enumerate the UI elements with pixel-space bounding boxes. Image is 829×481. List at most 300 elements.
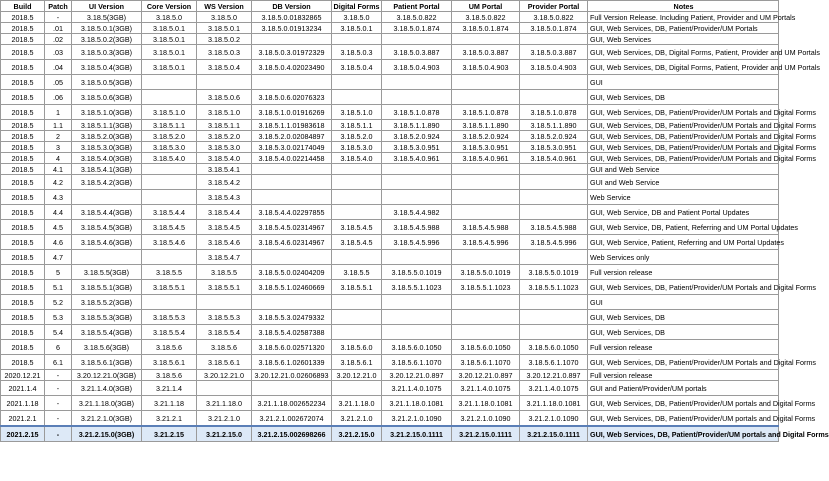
- cell-um-portal: 3.18.5.4.5.996: [452, 235, 520, 250]
- cell-patch: 5.3: [45, 310, 72, 325]
- table-row: [1, 45, 779, 60]
- cell-patch: -: [45, 411, 72, 427]
- table-row: [1, 90, 779, 105]
- cell-um-portal: 3.18.5.2.0.924: [452, 131, 520, 142]
- cell-patient-portal: 3.18.5.3.0.951: [382, 142, 452, 153]
- cell-notes: GUI, Web Services, DB, Patient/Provider/UM Portals and Digital Forms: [588, 120, 779, 131]
- cell-ui-version: [72, 250, 142, 265]
- cell-digital-forms: 3.18.5.5: [332, 265, 382, 280]
- cell-provider-portal: [520, 164, 588, 175]
- cell-um-portal: 3.18.5.6.1.1070: [452, 355, 520, 370]
- cell-notes: GUI, Web Services, DB: [588, 310, 779, 325]
- cell-patient-portal: 3.21.2.1.0.1090: [382, 411, 452, 427]
- cell-patient-portal: [382, 34, 452, 45]
- cell-core-version: 3.21.1.4: [142, 381, 197, 396]
- cell-patient-portal: 3.21.2.15.0.1111: [382, 426, 452, 442]
- cell-db-version: 3.18.5.5.4.02587388: [252, 325, 332, 340]
- cell-notes: GUI, Web Services, DB: [588, 325, 779, 340]
- cell-ws-version: 3.18.5.0.4: [197, 60, 252, 75]
- table-row: [1, 23, 779, 34]
- cell-db-version: 3.18.5.1.1.01983618: [252, 120, 332, 131]
- cell-notes: GUI, Web Services, DB, Patient/Provider/UM Portals: [588, 23, 779, 34]
- cell-patch: 4.1: [45, 164, 72, 175]
- cell-build: 2018.5: [1, 355, 45, 370]
- cell-um-portal: 3.21.2.15.0.1111: [452, 426, 520, 442]
- cell-ws-version: 3.18.5.1.0: [197, 105, 252, 120]
- cell-digital-forms: [332, 295, 382, 310]
- cell-um-portal: 3.18.5.4.0.961: [452, 153, 520, 164]
- cell-notes: GUI: [588, 75, 779, 90]
- cell-provider-portal: 3.18.5.5.0.1019: [520, 265, 588, 280]
- cell-provider-portal: [520, 325, 588, 340]
- cell-build: 2018.5: [1, 142, 45, 153]
- cell-ws-version: 3.21.1.18.0: [197, 396, 252, 411]
- cell-ws-version: 3.18.5.4.4: [197, 205, 252, 220]
- cell-ui-version: 3.18.5.4.6(3GB): [72, 235, 142, 250]
- cell-notes: GUI, Web Services, DB, Patient/Provider/UM Portals and Digital Forms: [588, 142, 779, 153]
- cell-db-version: [252, 34, 332, 45]
- table-row: [1, 280, 779, 295]
- cell-db-version: 3.18.5.6.1.02601339: [252, 355, 332, 370]
- cell-notes: GUI, Web Service, Patient, Referring and UM Portal Updates: [588, 235, 779, 250]
- cell-digital-forms: 3.18.5.6.0: [332, 340, 382, 355]
- table-row: [1, 75, 779, 90]
- table-row: [1, 295, 779, 310]
- cell-um-portal: [452, 205, 520, 220]
- cell-ws-version: 3.18.5.1.1: [197, 120, 252, 131]
- cell-digital-forms: 3.18.5.5.1: [332, 280, 382, 295]
- cell-um-portal: [452, 295, 520, 310]
- cell-patient-portal: [382, 75, 452, 90]
- table-row: [1, 325, 779, 340]
- cell-patient-portal: [382, 250, 452, 265]
- cell-ui-version: 3.18.5.6(3GB): [72, 340, 142, 355]
- cell-build: 2018.5: [1, 220, 45, 235]
- cell-provider-portal: 3.21.1.18.0.1081: [520, 396, 588, 411]
- cell-digital-forms: 3.18.5.4.5: [332, 220, 382, 235]
- cell-db-version: 3.18.5.4.4.02297855: [252, 205, 332, 220]
- cell-notes: Full version release: [588, 265, 779, 280]
- cell-um-portal: 3.18.5.5.1.1023: [452, 280, 520, 295]
- cell-db-version: 3.18.5.2.0.02084897: [252, 131, 332, 142]
- cell-db-version: 3.18.5.0.01832865: [252, 12, 332, 23]
- cell-um-portal: 3.20.12.21.0.897: [452, 370, 520, 381]
- cell-ui-version: 3.21.2.15.0(3GB): [72, 426, 142, 442]
- cell-notes: GUI, Web Services, DB, Patient/Provider/UM portals and Digital Forms: [588, 396, 779, 411]
- cell-patient-portal: 3.18.5.0.4.903: [382, 60, 452, 75]
- cell-ui-version: 3.18.5.4.5(3GB): [72, 220, 142, 235]
- cell-um-portal: 3.18.5.0.822: [452, 12, 520, 23]
- cell-patch: 3: [45, 142, 72, 153]
- cell-ui-version: 3.18.5.5.4(3GB): [72, 325, 142, 340]
- cell-ui-version: 3.21.2.1.0(3GB): [72, 411, 142, 427]
- cell-ws-version: 3.21.2.15.0: [197, 426, 252, 442]
- cell-um-portal: 3.18.5.4.5.988: [452, 220, 520, 235]
- cell-patient-portal: [382, 325, 452, 340]
- cell-patch: 4.2: [45, 175, 72, 190]
- cell-db-version: 3.18.5.4.0.02214458: [252, 153, 332, 164]
- cell-digital-forms: [332, 164, 382, 175]
- table-row: [1, 370, 779, 381]
- cell-notes: Full version release: [588, 340, 779, 355]
- cell-provider-portal: [520, 190, 588, 205]
- cell-um-portal: [452, 75, 520, 90]
- cell-ws-version: 3.18.5.4.6: [197, 235, 252, 250]
- cell-db-version: [252, 381, 332, 396]
- cell-db-version: [252, 164, 332, 175]
- cell-build: 2018.5: [1, 175, 45, 190]
- cell-digital-forms: 3.18.5.1.0: [332, 105, 382, 120]
- cell-digital-forms: [332, 250, 382, 265]
- table-row: [1, 381, 779, 396]
- cell-provider-portal: [520, 205, 588, 220]
- cell-um-portal: 3.21.2.1.0.1090: [452, 411, 520, 427]
- cell-db-version: 3.21.2.1.002672074: [252, 411, 332, 427]
- cell-core-version: 3.18.5.0.1: [142, 45, 197, 60]
- table-row: [1, 34, 779, 45]
- cell-patient-portal: [382, 164, 452, 175]
- table-row: [1, 175, 779, 190]
- cell-core-version: 3.21.1.18: [142, 396, 197, 411]
- cell-patient-portal: 3.18.5.1.0.878: [382, 105, 452, 120]
- cell-ws-version: 3.18.5.5.1: [197, 280, 252, 295]
- cell-build: 2021.1.18: [1, 396, 45, 411]
- cell-provider-portal: 3.21.1.4.0.1075: [520, 381, 588, 396]
- cell-ws-version: 3.18.5.5.4: [197, 325, 252, 340]
- cell-ui-version: 3.18.5.0.1(3GB): [72, 23, 142, 34]
- cell-patch: -: [45, 426, 72, 442]
- cell-notes: GUI, Web Services, DB, Digital Forms, Patient, Provider and UM Portals: [588, 60, 779, 75]
- cell-core-version: [142, 175, 197, 190]
- cell-patch: 5.1: [45, 280, 72, 295]
- cell-db-version: 3.18.5.1.0.01916269: [252, 105, 332, 120]
- cell-core-version: 3.18.5.5: [142, 265, 197, 280]
- cell-digital-forms: [332, 34, 382, 45]
- cell-notes: Full version release: [588, 370, 779, 381]
- cell-patient-portal: 3.18.5.5.1.1023: [382, 280, 452, 295]
- cell-digital-forms: [332, 190, 382, 205]
- table-row: [1, 340, 779, 355]
- cell-provider-portal: [520, 295, 588, 310]
- cell-patch: -: [45, 370, 72, 381]
- cell-patient-portal: 3.18.5.6.0.1050: [382, 340, 452, 355]
- col-db-version: DB Version: [252, 1, 332, 12]
- cell-ws-version: [197, 295, 252, 310]
- cell-patch: 4.3: [45, 190, 72, 205]
- cell-provider-portal: 3.18.5.1.0.878: [520, 105, 588, 120]
- cell-core-version: 3.18.5.0.1: [142, 60, 197, 75]
- cell-digital-forms: 3.18.5.4.0: [332, 153, 382, 164]
- cell-build: 2018.5: [1, 131, 45, 142]
- cell-digital-forms: [332, 381, 382, 396]
- cell-ws-version: 3.18.5.6: [197, 340, 252, 355]
- cell-um-portal: [452, 325, 520, 340]
- cell-patch: .04: [45, 60, 72, 75]
- cell-db-version: 3.18.5.0.6.02076323: [252, 90, 332, 105]
- cell-ui-version: 3.18.5.2.0(3GB): [72, 131, 142, 142]
- cell-db-version: 3.18.5.0.01913234: [252, 23, 332, 34]
- cell-build: 2018.5: [1, 120, 45, 131]
- cell-patch: 1: [45, 105, 72, 120]
- cell-provider-portal: 3.18.5.4.5.988: [520, 220, 588, 235]
- cell-digital-forms: 3.18.5.0: [332, 12, 382, 23]
- cell-ws-version: 3.18.5.6.1: [197, 355, 252, 370]
- table-row: [1, 310, 779, 325]
- cell-digital-forms: 3.18.5.0.4: [332, 60, 382, 75]
- cell-db-version: 3.18.5.5.1.02460669: [252, 280, 332, 295]
- cell-db-version: 3.18.5.4.5.02314967: [252, 220, 332, 235]
- cell-um-portal: 3.18.5.0.4.903: [452, 60, 520, 75]
- cell-um-portal: 3.21.1.18.0.1081: [452, 396, 520, 411]
- cell-core-version: 3.18.5.5.1: [142, 280, 197, 295]
- cell-provider-portal: 3.20.12.21.0.897: [520, 370, 588, 381]
- cell-notes: GUI: [588, 295, 779, 310]
- cell-notes: Web Services only: [588, 250, 779, 265]
- cell-patch: .03: [45, 45, 72, 60]
- cell-patient-portal: 3.18.5.2.0.924: [382, 131, 452, 142]
- cell-notes: GUI and Web Service: [588, 175, 779, 190]
- cell-ui-version: 3.21.1.4.0(3GB): [72, 381, 142, 396]
- cell-patch: 6: [45, 340, 72, 355]
- cell-patch: 5.2: [45, 295, 72, 310]
- table-row: [1, 164, 779, 175]
- cell-db-version: 3.20.12.21.0.02606893: [252, 370, 332, 381]
- cell-core-version: 3.18.5.1.0: [142, 105, 197, 120]
- cell-digital-forms: [332, 205, 382, 220]
- cell-patch: 5.4: [45, 325, 72, 340]
- cell-db-version: [252, 295, 332, 310]
- col-build: Build: [1, 1, 45, 12]
- table-row: [1, 355, 779, 370]
- cell-core-version: 3.18.5.4.5: [142, 220, 197, 235]
- cell-ws-version: 3.18.5.5: [197, 265, 252, 280]
- cell-patient-portal: 3.18.5.0.1.874: [382, 23, 452, 34]
- cell-ui-version: 3.18.5.0.2(3GB): [72, 34, 142, 45]
- cell-provider-portal: [520, 90, 588, 105]
- cell-core-version: 3.18.5.0.1: [142, 34, 197, 45]
- cell-notes: GUI, Web Services, DB, Patient/Provider/UM portals and Digital Forms: [588, 426, 779, 442]
- cell-provider-portal: [520, 75, 588, 90]
- cell-um-portal: 3.18.5.5.0.1019: [452, 265, 520, 280]
- cell-patch: 5: [45, 265, 72, 280]
- cell-patch: .06: [45, 90, 72, 105]
- cell-ui-version: 3.18.5.4.0(3GB): [72, 153, 142, 164]
- cell-provider-portal: 3.18.5.5.1.1023: [520, 280, 588, 295]
- cell-core-version: 3.18.5.4.0: [142, 153, 197, 164]
- cell-ws-version: 3.20.12.21.0: [197, 370, 252, 381]
- cell-patient-portal: [382, 295, 452, 310]
- cell-ui-version: 3.20.12.21.0(3GB): [72, 370, 142, 381]
- cell-patient-portal: 3.18.5.4.0.961: [382, 153, 452, 164]
- cell-db-version: 3.18.5.5.3.02479332: [252, 310, 332, 325]
- cell-patient-portal: 3.18.5.6.1.1070: [382, 355, 452, 370]
- cell-patch: 1.1: [45, 120, 72, 131]
- cell-ui-version: 3.18.5.5.3(3GB): [72, 310, 142, 325]
- cell-patch: 4.7: [45, 250, 72, 265]
- cell-um-portal: 3.18.5.1.0.878: [452, 105, 520, 120]
- cell-digital-forms: 3.21.1.18.0: [332, 396, 382, 411]
- cell-digital-forms: 3.18.5.2.0: [332, 131, 382, 142]
- cell-core-version: 3.18.5.4.4: [142, 205, 197, 220]
- cell-ui-version: 3.18.5.0.4(3GB): [72, 60, 142, 75]
- cell-build: 2018.5: [1, 23, 45, 34]
- cell-db-version: 3.18.5.6.0.02571320: [252, 340, 332, 355]
- cell-provider-portal: 3.18.5.4.5.996: [520, 235, 588, 250]
- cell-build: 2018.5: [1, 60, 45, 75]
- cell-core-version: 3.18.5.6: [142, 370, 197, 381]
- table-row: [1, 12, 779, 23]
- cell-notes: GUI and Patient/Provider/UM portals: [588, 381, 779, 396]
- cell-digital-forms: [332, 90, 382, 105]
- cell-ws-version: 3.18.5.4.7: [197, 250, 252, 265]
- cell-notes: GUI, Web Services, DB: [588, 90, 779, 105]
- cell-build: 2018.5: [1, 164, 45, 175]
- cell-core-version: 3.18.5.0: [142, 12, 197, 23]
- cell-ui-version: 3.21.1.18.0(3GB): [72, 396, 142, 411]
- cell-digital-forms: 3.18.5.6.1: [332, 355, 382, 370]
- cell-core-version: 3.18.5.5.3: [142, 310, 197, 325]
- col-ui-version: UI Version: [72, 1, 142, 12]
- cell-um-portal: 3.18.5.6.0.1050: [452, 340, 520, 355]
- col-digital-forms: Digital Forms: [332, 1, 382, 12]
- cell-digital-forms: [332, 310, 382, 325]
- col-patient-portal: Patient Portal: [382, 1, 452, 12]
- cell-provider-portal: [520, 310, 588, 325]
- cell-patient-portal: 3.20.12.21.0.897: [382, 370, 452, 381]
- table-row: [1, 411, 779, 427]
- cell-build: 2018.5: [1, 153, 45, 164]
- cell-patient-portal: 3.21.1.18.0.1081: [382, 396, 452, 411]
- cell-patch: 4: [45, 153, 72, 164]
- cell-notes: GUI, Web Services: [588, 34, 779, 45]
- cell-build: 2018.5: [1, 205, 45, 220]
- cell-build: 2018.5: [1, 90, 45, 105]
- cell-core-version: 3.18.5.2.0: [142, 131, 197, 142]
- cell-ws-version: 3.18.5.0.1: [197, 23, 252, 34]
- cell-um-portal: [452, 310, 520, 325]
- cell-core-version: 3.18.5.3.0: [142, 142, 197, 153]
- table-row: [1, 250, 779, 265]
- cell-db-version: [252, 250, 332, 265]
- cell-provider-portal: 3.21.2.1.0.1090: [520, 411, 588, 427]
- cell-notes: GUI, Web Services, DB, Patient/Provider/UM Portals and Digital Forms: [588, 355, 779, 370]
- cell-ui-version: 3.18.5.1.0(3GB): [72, 105, 142, 120]
- cell-um-portal: 3.18.5.1.1.890: [452, 120, 520, 131]
- cell-digital-forms: 3.21.2.1.0: [332, 411, 382, 427]
- cell-build: 2018.5: [1, 190, 45, 205]
- table-row: [1, 190, 779, 205]
- cell-ws-version: 3.18.5.4.1: [197, 164, 252, 175]
- col-patch: Patch: [45, 1, 72, 12]
- cell-ws-version: 3.21.2.1.0: [197, 411, 252, 427]
- cell-build: 2021.1.4: [1, 381, 45, 396]
- table-row: [1, 265, 779, 280]
- cell-um-portal: [452, 175, 520, 190]
- table-row: [1, 205, 779, 220]
- cell-patch: .02: [45, 34, 72, 45]
- table-row: [1, 120, 779, 131]
- cell-provider-portal: 3.18.5.0.3.887: [520, 45, 588, 60]
- cell-core-version: 3.18.5.6.1: [142, 355, 197, 370]
- cell-ui-version: 3.18.5.4.2(3GB): [72, 175, 142, 190]
- cell-build: 2021.2.1: [1, 411, 45, 427]
- col-ws-version: WS Version: [197, 1, 252, 12]
- table-row: [1, 131, 779, 142]
- cell-digital-forms: 3.18.5.4.5: [332, 235, 382, 250]
- cell-ui-version: 3.18.5(3GB): [72, 12, 142, 23]
- cell-ui-version: 3.18.5.5.1(3GB): [72, 280, 142, 295]
- cell-db-version: 3.18.5.5.0.02404209: [252, 265, 332, 280]
- cell-db-version: 3.18.5.0.3.01972329: [252, 45, 332, 60]
- cell-ui-version: 3.18.5.1.1(3GB): [72, 120, 142, 131]
- cell-build: 2018.5: [1, 295, 45, 310]
- table-row: [1, 235, 779, 250]
- cell-ui-version: 3.18.5.5(3GB): [72, 265, 142, 280]
- cell-notes: Web Service: [588, 190, 779, 205]
- cell-build: 2018.5: [1, 250, 45, 265]
- cell-notes: GUI, Web Service, DB, Patient, Referring and UM Portal Updates: [588, 220, 779, 235]
- cell-db-version: 3.18.5.4.6.02314967: [252, 235, 332, 250]
- col-provider-portal: Provider Portal: [520, 1, 588, 12]
- cell-build: 2018.5: [1, 12, 45, 23]
- cell-db-version: [252, 190, 332, 205]
- cell-ui-version: 3.18.5.6.1(3GB): [72, 355, 142, 370]
- cell-provider-portal: 3.21.2.15.0.1111: [520, 426, 588, 442]
- cell-patch: -: [45, 12, 72, 23]
- table-row: [1, 105, 779, 120]
- col-notes: Notes: [588, 1, 779, 12]
- cell-core-version: 3.18.5.5.4: [142, 325, 197, 340]
- cell-provider-portal: 3.18.5.6.1.1070: [520, 355, 588, 370]
- cell-build: 2018.5: [1, 45, 45, 60]
- cell-ws-version: 3.18.5.0.2: [197, 34, 252, 45]
- cell-build: 2018.5: [1, 34, 45, 45]
- cell-provider-portal: [520, 34, 588, 45]
- cell-core-version: [142, 190, 197, 205]
- cell-notes: Full Version Release. Including Patient, Provider and UM Portals: [588, 12, 779, 23]
- cell-provider-portal: [520, 175, 588, 190]
- cell-provider-portal: 3.18.5.0.4.903: [520, 60, 588, 75]
- cell-um-portal: [452, 164, 520, 175]
- cell-notes: GUI, Web Services, DB, Patient/Provider/UM Portals and Digital Forms: [588, 280, 779, 295]
- cell-core-version: [142, 90, 197, 105]
- cell-ui-version: 3.18.5.0.3(3GB): [72, 45, 142, 60]
- cell-db-version: 3.21.1.18.002652234: [252, 396, 332, 411]
- cell-ws-version: [197, 381, 252, 396]
- cell-digital-forms: 3.21.2.15.0: [332, 426, 382, 442]
- cell-patient-portal: 3.18.5.5.0.1019: [382, 265, 452, 280]
- cell-core-version: [142, 75, 197, 90]
- cell-notes: GUI, Web Services, DB, Patient/Provider/UM Portals and Digital Forms: [588, 153, 779, 164]
- cell-patch: -: [45, 396, 72, 411]
- cell-patch: -: [45, 381, 72, 396]
- cell-digital-forms: [332, 175, 382, 190]
- cell-um-portal: [452, 34, 520, 45]
- cell-patient-portal: 3.18.5.4.5.996: [382, 235, 452, 250]
- cell-ws-version: 3.18.5.5.3: [197, 310, 252, 325]
- cell-um-portal: [452, 250, 520, 265]
- cell-build: 2018.5: [1, 105, 45, 120]
- cell-db-version: [252, 75, 332, 90]
- cell-notes: GUI, Web Service, DB and Patient Portal Updates: [588, 205, 779, 220]
- cell-provider-portal: 3.18.5.0.822: [520, 12, 588, 23]
- col-core-version: Core Version: [142, 1, 197, 12]
- cell-core-version: [142, 164, 197, 175]
- table-row: [1, 60, 779, 75]
- table-row: [1, 396, 779, 411]
- cell-ui-version: [72, 190, 142, 205]
- cell-provider-portal: 3.18.5.4.0.961: [520, 153, 588, 164]
